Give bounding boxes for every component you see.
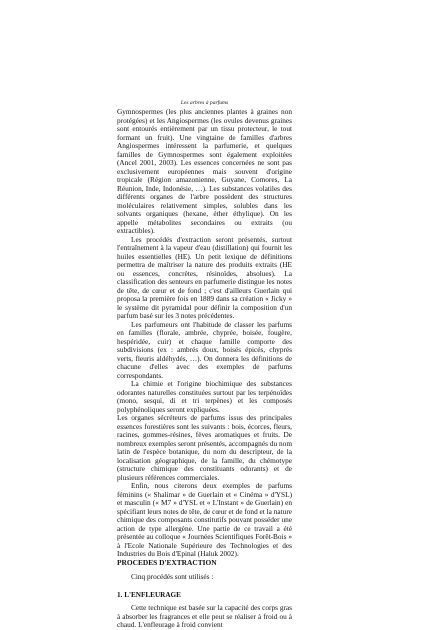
subsection-title: ENFLEURAGE: [130, 590, 181, 599]
paragraph-families: Les parfumeurs ont l'habitude de classer les parfums en familles (florale, ambrée, chyprée, boisée, fougère, hespéridée, cuir) et chaque famille comporte des subdivisions (ex : ambrés doux, boisés épicés, chyprés verts, fleuris aldéhydés, …). On donnera les définitions de chacune d'elles avec des exemples de parfums correspondants.: [117, 319, 292, 380]
paragraph-continuation: Gymnospermes (les plus anciennes plantes à graines non protégées) et les Angiospermes (les ovules devenus graines sont entourés entièrement par un tissu protecteur, le tout formant un fruit). Une vingtaine de familles d'arbres Angiospermes intéressent la parfumerie, et quelques familles de Gymnospermes sont également exploitées (Ancel 2001, 2003). Les essences concernées ne sont pas exclusivement européennes mais souvent d'origine tropicale (Région amazonienne, Guyane, Comores, La Réunion, Inde, Indonésie, …). Les substances volatiles des différents organes de l'arbre possèdent des structures moléculaires relativement simples, solubles dans les solvants organiques (hexane, éther éthylique). On les appelle métabolites secondaires ou extraits (ou extractibles).: [117, 107, 292, 235]
paragraph-chemistry: La chimie et l'origine biochimique des substances odorantes naturelles constituées surtout par les terpénoïdes (mono, sesqui, di et tri terpènes) et les composés polyphénoliques seront expliquées.: [117, 379, 292, 414]
section-intro: Cinq procédés sont utilisés :: [131, 572, 214, 581]
paragraph-extraction: Les procédés d'extraction seront présentés, surtout l'entraînement à la vapeur d'eau (distillation) qui fournit les huiles essentielles (HE). Un petit lexique de définitions permettra de maîtriser la nature des produits extraits (HE ou essences, concrètes, résinoïdes, absolues). La classification des senteurs en parfumerie distingue les notes de tête, de cœur et de fond ; c'est d'ailleurs Guerlain qui proposa la première fois en 1889 dans sa création « Jicky » le système dit pyramidal pour définir la composition d'un parfum basé sur les 3 notes précédentes.: [117, 234, 292, 320]
running-head: Les arbres à parfums: [180, 100, 229, 106]
paragraph-organs: Les organes sécréteurs de parfums issus des principales essences forestières sont les suivants : bois, écorces, fleurs, racines, gommes-résines, fèves aromatiques et fruits. De nombreux exemples seront présentés, accompagnés du nom latin de l'espèce botanique, du nom du descripteur, de la localisation géographique, de la famille, du chémotype (structure chimique des constituants odorants) et de plusieurs références commerciales.: [117, 413, 292, 482]
section-heading: PROCEDES D'EXTRACTION: [117, 557, 217, 567]
paragraph-examples: Enfin, nous citerons deux exemples de parfums féminins (« Shalimar » de Guerlain et « Cinéma » d'YSL) et masculin (« M7 » d'YSL et « L'Instant » de Guerlain) en spécifiant leurs notes de tête, de cœur et de fond et la nature chimique des composants constitutifs pouvant posséder une action de type allergène. Une partie de ce travail a été présentée au colloque « Journées Scientifiques Forêt-Bois » à l'Ecole Nationale Supérieure des Technologies et des Industries du Bois d'Epinal (Haluk 2002).: [117, 481, 292, 558]
body-text: [117, 108, 292, 630]
subsection-number: 1. L': [117, 590, 131, 599]
paragraph-enfleurage: Cette technique est basée sur la capacité des corps gras à absorber les fragrances et elle peut se réaliser à froid ou à chaud. L'enfleurage à froid convient: [117, 603, 292, 629]
